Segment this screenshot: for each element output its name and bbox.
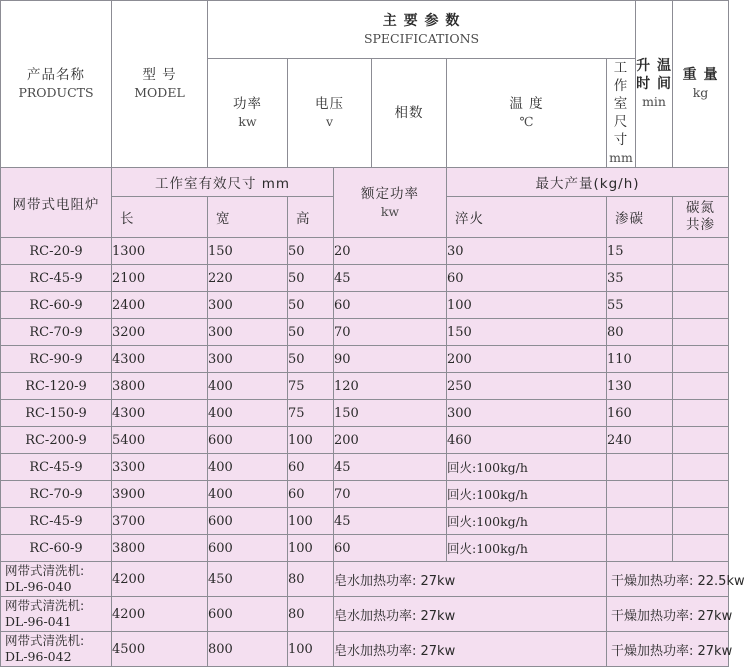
width-cell: 400 — [208, 373, 288, 400]
washer-name-cell — [1, 597, 112, 632]
power-cell: 45 — [334, 454, 447, 481]
heatup-label-1: 升 温 — [636, 58, 672, 74]
phase-header — [372, 59, 447, 168]
carburize-cell — [607, 454, 673, 481]
power-cell: 90 — [334, 346, 447, 373]
heatup-label-2: 时 间 — [636, 76, 672, 92]
col-quench-label: 淬火 — [455, 211, 484, 227]
quench-cell: 150 — [447, 319, 607, 346]
power-cell: 70 — [334, 319, 447, 346]
length-cell: 2100 — [112, 265, 208, 292]
width-cell: 220 — [208, 265, 288, 292]
chamber-effective-size-label: 工作室有效尺寸 mm — [154, 176, 291, 192]
length-cell: 4300 — [112, 400, 208, 427]
washer-name: 网带式清洗机: — [5, 598, 85, 613]
col-height-label: 高 — [296, 211, 311, 227]
table-row — [1, 454, 729, 481]
carbonitride-cell — [673, 535, 729, 562]
length-cell: 3300 — [112, 454, 208, 481]
power-unit: kw — [238, 114, 257, 129]
model-cell: RC-90-9 — [1, 346, 112, 373]
carbonitride-cell — [673, 427, 729, 454]
length-cell: 3800 — [112, 535, 208, 562]
rated-power-unit: kw — [380, 203, 400, 219]
chamber-effective-size-header — [112, 168, 334, 197]
width-cell: 400 — [208, 400, 288, 427]
phase-label: 相数 — [394, 105, 424, 121]
power-label: 功率 — [233, 96, 262, 112]
dry-heating-power-cell: 干燥加热功率: 27kw — [607, 597, 729, 632]
power-cell: 45 — [334, 265, 447, 292]
power-cell: 60 — [334, 292, 447, 319]
carburize-cell — [607, 535, 673, 562]
rated-power-header — [334, 168, 447, 238]
washer-code: DL-96-040 — [5, 579, 72, 594]
voltage-unit: v — [325, 114, 334, 129]
carbonitride-cell — [673, 481, 729, 508]
products-header-cn: 产品名称 — [27, 67, 85, 83]
power-cell: 200 — [334, 427, 447, 454]
furnace-rows — [1, 238, 729, 562]
max-output-label: 最大产量(kg/h) — [535, 176, 640, 192]
length-cell: 5400 — [112, 427, 208, 454]
power-cell: 60 — [334, 535, 447, 562]
model-cell: RC-200-9 — [1, 427, 112, 454]
power-cell: 45 — [334, 508, 447, 535]
model-cell: RC-60-9 — [1, 292, 112, 319]
carbonitride-cell — [673, 319, 729, 346]
quench-cell: 100 — [447, 292, 607, 319]
col-carburize — [607, 197, 673, 238]
power-cell: 20 — [334, 238, 447, 265]
carburize-cell: 160 — [607, 400, 673, 427]
height-cell: 50 — [288, 319, 334, 346]
temper-cell: 回火:100kg/h — [447, 481, 607, 508]
dry-heating-power-cell: 干燥加热功率: 27kw — [607, 632, 729, 667]
heatup-time-header — [636, 1, 673, 168]
length-cell: 4300 — [112, 346, 208, 373]
height-cell: 75 — [288, 400, 334, 427]
products-header — [1, 1, 112, 168]
carburize-cell — [607, 508, 673, 535]
model-cell: RC-120-9 — [1, 373, 112, 400]
table-row — [1, 427, 729, 454]
specifications-header-en: SPECIFICATIONS — [363, 30, 480, 46]
col-length-label: 长 — [120, 211, 135, 227]
width-cell: 300 — [208, 292, 288, 319]
width-cell: 600 — [208, 508, 288, 535]
power-header — [208, 59, 288, 168]
table-row — [1, 562, 729, 597]
table-row — [1, 481, 729, 508]
chamber-size-header — [607, 59, 636, 168]
table-row — [1, 292, 729, 319]
model-cell: RC-70-9 — [1, 319, 112, 346]
carburize-cell: 80 — [607, 319, 673, 346]
carburize-cell: 15 — [607, 238, 673, 265]
width-cell: 150 — [208, 238, 288, 265]
col-quench — [447, 197, 607, 238]
carbonitride-cell — [673, 346, 729, 373]
washer-code: DL-96-042 — [5, 649, 72, 664]
length-cell: 3200 — [112, 319, 208, 346]
model-cell: RC-60-9 — [1, 535, 112, 562]
carbonitride-cell — [673, 292, 729, 319]
quench-cell: 460 — [447, 427, 607, 454]
carburize-cell: 130 — [607, 373, 673, 400]
length-cell: 3700 — [112, 508, 208, 535]
col-carbonitride — [673, 197, 729, 238]
temper-cell: 回火:100kg/h — [447, 508, 607, 535]
rated-power-label: 额定功率 — [361, 185, 419, 202]
model-header — [112, 1, 208, 168]
temperature-header — [447, 59, 607, 168]
width-cell: 300 — [208, 319, 288, 346]
washer-name: 网带式清洗机: — [5, 633, 85, 648]
width-cell: 400 — [208, 481, 288, 508]
chamber-size-unit: mm — [609, 150, 633, 165]
carburize-cell: 240 — [607, 427, 673, 454]
carbonitride-cell — [673, 400, 729, 427]
specifications-header-cn: 主 要 参 数 — [382, 12, 461, 29]
model-header-cn: 型 号 — [142, 67, 177, 83]
carburize-cell: 55 — [607, 292, 673, 319]
washer-name-cell — [1, 632, 112, 667]
height-cell: 50 — [288, 265, 334, 292]
table-row — [1, 265, 729, 292]
height-cell: 60 — [288, 481, 334, 508]
quench-cell: 250 — [447, 373, 607, 400]
soap-heating-power-cell: 皂水加热功率: 27kw — [334, 597, 607, 632]
weight-unit: kg — [692, 85, 709, 100]
table-row — [1, 632, 729, 667]
model-cell: RC-70-9 — [1, 481, 112, 508]
width-cell: 600 — [208, 427, 288, 454]
table-row — [1, 346, 729, 373]
height-cell: 60 — [288, 454, 334, 481]
max-output-header — [447, 168, 729, 197]
width-cell: 450 — [208, 562, 288, 597]
table-row — [1, 400, 729, 427]
table-row — [1, 508, 729, 535]
model-cell: RC-45-9 — [1, 454, 112, 481]
chamber-size-label: 工作室尺寸 — [613, 60, 629, 148]
table-row — [1, 373, 729, 400]
specifications-header — [208, 1, 636, 59]
carburize-cell: 110 — [607, 346, 673, 373]
width-cell: 600 — [208, 597, 288, 632]
products-header-en: PRODUCTS — [18, 85, 94, 100]
power-cell: 150 — [334, 400, 447, 427]
model-cell: RC-20-9 — [1, 238, 112, 265]
length-cell: 4500 — [112, 632, 208, 667]
width-cell: 600 — [208, 535, 288, 562]
model-cell: RC-45-9 — [1, 265, 112, 292]
soap-heating-power-cell: 皂水加热功率: 27kw — [334, 632, 607, 667]
quench-cell: 60 — [447, 265, 607, 292]
col-carburize-label: 渗碳 — [615, 211, 644, 227]
voltage-label: 电压 — [315, 96, 344, 112]
model-cell: RC-150-9 — [1, 400, 112, 427]
length-cell: 2400 — [112, 292, 208, 319]
temper-cell: 回火:100kg/h — [447, 535, 607, 562]
weight-header — [673, 1, 729, 168]
carbonitride-cell — [673, 238, 729, 265]
furnace-name-text: 网带式电阻炉 — [12, 196, 100, 213]
table-row — [1, 535, 729, 562]
col-height — [288, 197, 334, 238]
length-cell: 4200 — [112, 562, 208, 597]
heatup-unit: min — [642, 94, 666, 109]
model-header-en: MODEL — [134, 85, 185, 100]
height-cell: 50 — [288, 346, 334, 373]
washer-name: 网带式清洗机: — [5, 563, 85, 578]
height-cell: 80 — [288, 597, 334, 632]
voltage-header — [288, 59, 372, 168]
quench-cell: 300 — [447, 400, 607, 427]
height-cell: 100 — [288, 632, 334, 667]
table-row — [1, 238, 729, 265]
carbonitride-cell — [673, 373, 729, 400]
washer-rows — [1, 562, 745, 667]
soap-heating-power-cell: 皂水加热功率: 27kw — [334, 562, 607, 597]
power-cell: 120 — [334, 373, 447, 400]
width-cell: 800 — [208, 632, 288, 667]
furnace-product-name — [1, 168, 112, 238]
height-cell: 50 — [288, 292, 334, 319]
weight-label: 重 量 — [682, 67, 719, 83]
length-cell: 3900 — [112, 481, 208, 508]
model-cell: RC-45-9 — [1, 508, 112, 535]
col-width — [208, 197, 288, 238]
width-cell: 400 — [208, 454, 288, 481]
length-cell: 3800 — [112, 373, 208, 400]
length-cell: 1300 — [112, 238, 208, 265]
height-cell: 100 — [288, 535, 334, 562]
quench-cell: 200 — [447, 346, 607, 373]
table-row — [1, 319, 729, 346]
washer-code: DL-96-041 — [5, 614, 72, 629]
col-carbonitride-label: 碳氮共渗 — [686, 200, 716, 233]
temperature-label: 温 度 — [509, 96, 544, 112]
col-width-label: 宽 — [216, 211, 231, 227]
dry-heating-power-cell: 干燥加热功率: 22.5kw — [607, 562, 729, 597]
power-cell: 70 — [334, 481, 447, 508]
height-cell: 80 — [288, 562, 334, 597]
carburize-cell — [607, 481, 673, 508]
height-cell: 100 — [288, 508, 334, 535]
table-row — [1, 597, 729, 632]
carbonitride-cell — [673, 508, 729, 535]
col-length — [112, 197, 208, 238]
length-cell: 4200 — [112, 597, 208, 632]
quench-cell: 30 — [447, 238, 607, 265]
carbonitride-cell — [673, 265, 729, 292]
temper-cell: 回火:100kg/h — [447, 454, 607, 481]
washer-name-cell — [1, 562, 112, 597]
carburize-cell: 35 — [607, 265, 673, 292]
temperature-unit: ℃ — [519, 114, 534, 129]
width-cell: 300 — [208, 346, 288, 373]
height-cell: 75 — [288, 373, 334, 400]
height-cell: 50 — [288, 238, 334, 265]
height-cell: 100 — [288, 427, 334, 454]
carbonitride-cell — [673, 454, 729, 481]
